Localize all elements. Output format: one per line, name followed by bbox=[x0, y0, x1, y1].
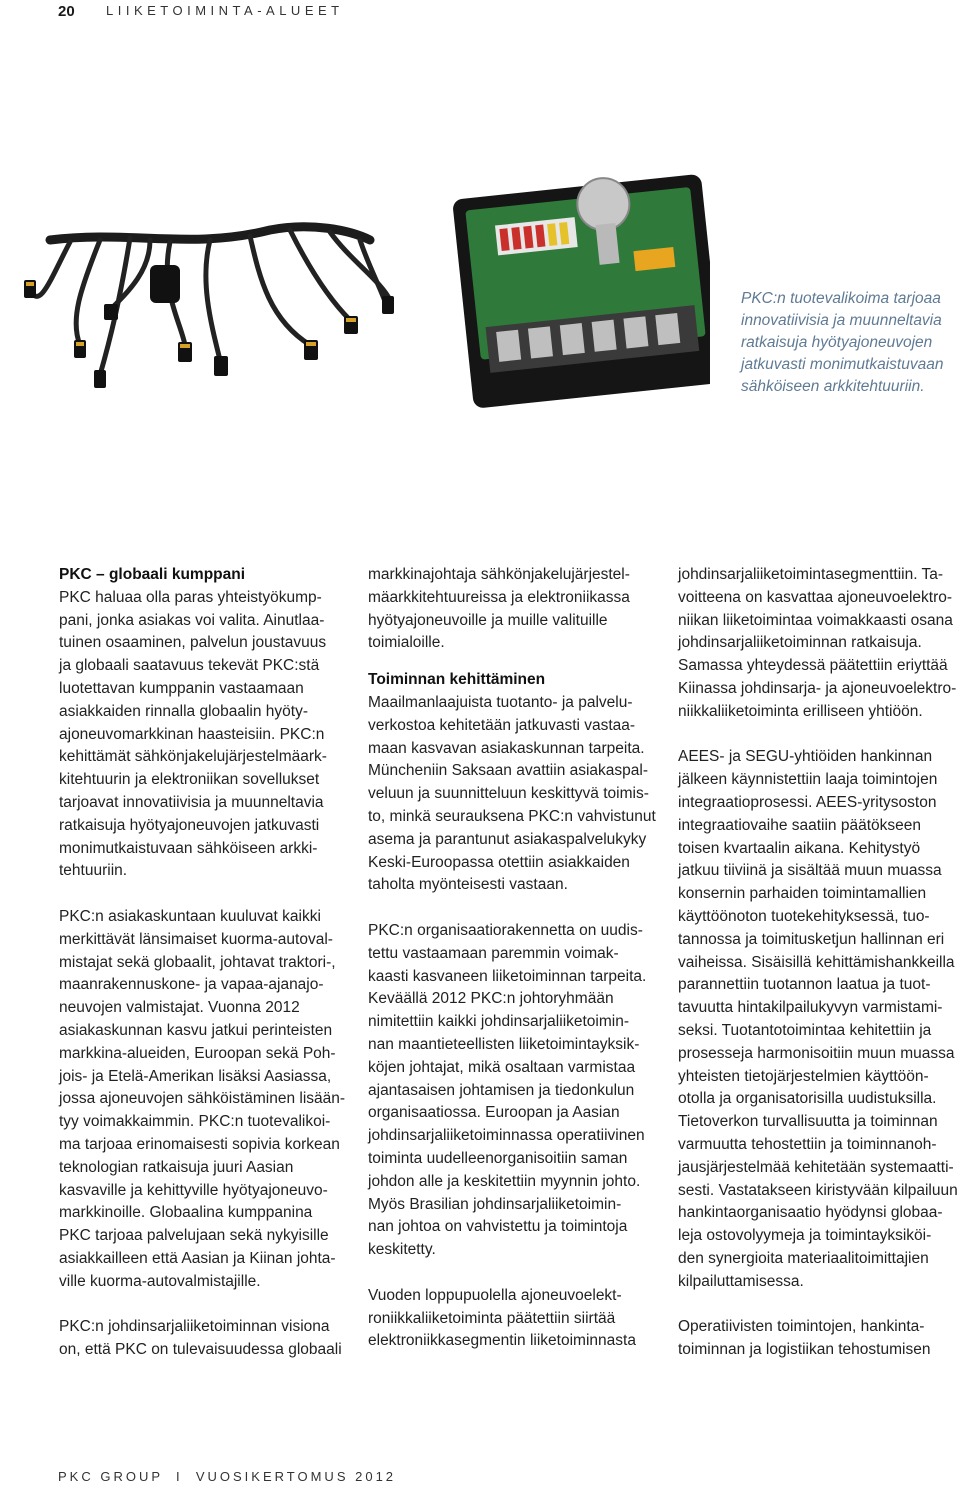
paragraph: PKC:n asiakaskuntaan kuuluvat kaikki merkittävät länsimaiset kuorma-autoval- mistajat sekä globaalit, johtavat traktori-, maanrakennuskone- ja vapaa-ajanajo- neuvojen valmistajat. Vuonna 2012 asiakaskunnan kasvu jatkui perinteisten markkina-alueiden, Euroopan sekä Poh- jois- ja Etelä-Amerikan lisäksi Aasiassa, jossa ajoneuvojen sähköistäminen lisään- tyy voimakkaimmin. PKC:n tuotevalikoi- ma tarjoaa erinomaisesti sopivia korkean teknologian ratkaisuja juuri Aasian kasvaville ja kehittyville hyötyajoneuvo- markkinoille. Globaalina kumppanina PKC tarjoaa palvelujaan sekä nykyisille asiakkailleen että Aasian ja Kiinan johta- ville kuorma-autovalmistajille. bbox=[59, 907, 346, 1290]
heading-business-development: Toiminnan kehittäminen bbox=[368, 671, 546, 689]
column-1 bbox=[59, 564, 349, 1385]
column-2 bbox=[368, 564, 660, 1376]
column-3 bbox=[678, 564, 960, 1385]
heading-global-partner: PKC – globaali kumppani bbox=[59, 566, 246, 583]
photo-caption: PKC:n tuotevalikoima tarjoaa innovatiivisia ja muunneltavia ratkaisuja hyötyajoneuvojen jatkuvasti monimutkaistuvaan sähköiseen arkkitehtuuriin. bbox=[741, 290, 944, 395]
page-header bbox=[0, 0, 960, 30]
section-label: LIIKETOIMINTA-ALUEET bbox=[106, 3, 344, 18]
paragraph: AEES- ja SEGU-yhtiöiden hankinnan jälkeen käynnistettiin laaja toimintojen integraatioprosessi. AEES-yritysoston integraatiovaihe saatiin päätökseen toisen kvartaalin aikana. Kehitystyö jatkuu tiiviinä ja sisältää muun muassa konsernin parhaiden toimintamallien käyttöönoton tuotekehityksessä, tuo- tannossa ja toimitusketjun hallinnan eri vaiheissa. Sisäisillä kehittämishankkeilla parannettiin tuotannon laatua ja tuot- tavuutta hintakilpailukyvyn varmistami- seksi. Tuotantotoimintaa kehitettiin ja prosesseja harmonisoitiin muun muassa yhteisten tietojärjestelmien käyttöön- otolla ja organisatorisilla uudistuksilla. Tietoverkon turvallisuutta ja toiminnan varmuutta tehostettiin ja toiminnanoh- jausjärjestelmää kehitetään systemaatti- sesti. Vastatakseen kiristyvään kilpailuun hankintaorganisaatio hyödynsi globaa- leja ostovolyymeja ja toimintayksiköi- den synergioita materiaalitoimittajien kilpailuttamisessa. bbox=[678, 748, 958, 1290]
paragraph: PKC:n johdinsarjaliiketoiminnan visiona on, että PKC on tulevaisuudessa globaali bbox=[59, 1318, 342, 1359]
paragraph: markkinajohtaja sähkönjakelujärjestel- mäarkkitehtuureissa ja elektroniikassa hyötyajoneuvoille ja muille valituille toimialoille. bbox=[368, 566, 630, 652]
paragraph: PKC haluaa olla paras yhteistyökump- pani, jonka asiakas voi valita. Ainutlaa- tuinen osaaminen, palvelun joustavuus ja globaali saatavuus tekevät PKC:stä luotettavan kumppanin vastaamaan asiakkaiden rinnalla globaalin hyöty- ajoneuvomarkkinan haasteisiin. PKC:n kehittämät sähkönjakelujärjestelmäark- kitehtuurin ja elektroniikan sovellukset tarjoavat innovatiivisia ja muunneltavia ratkaisuja hyötyajoneuvojen jatkuvasti monimutkaistuvaan sähköiseen arkki- tehtuuriin. bbox=[59, 588, 327, 880]
paragraph: johdinsarjaliiketoimintasegmenttiin. Ta- voitteena on kasvattaa ajoneuvoelektro- niikan liiketoimintaa voimakkaasti osana johdinsarjaliiketoiminnan ratkaisuja. Samassa yhteydessä päätettiin eriyttää Kiinassa johdinsarja- ja ajoneuvoelektro- niikkaliiketoiminta erilliseen yhtiöön. bbox=[678, 566, 957, 720]
paragraph: Maailmanlaajuista tuotanto- ja palvelu- verkostoa kehitetään jatkuvasti vastaa- maan kasvavan asiakaskunnan tarpeita. Müncheniin Saksaan avattiin asiakaspal- veluun ja suunnitteluun keskittyvä toimis- to, minkä seurauksena PKC:n vahvistunut asema ja parantunut asiakaspalvelukyky Keski-Euroopassa otettiin asiakkaiden taholta myönteisesti vastaan. bbox=[368, 693, 656, 894]
paragraph: Operatiivisten toimintojen, hankinta- toiminnan ja logistiikan tehostumisen bbox=[678, 1318, 931, 1359]
paragraph: PKC:n organisaatiorakennetta on uudis- tettu vastaamaan paremmin voimak- kaasti kasvaneen liiketoiminnan tarpeita. Keväällä 2012 PKC:n johtoryhmään nimitettiin kaikki johdinsarjaliiketoimin- nan maantieteellisten liiketoimintayksik- köjen johtajat, mikä osaltaan varmistaa ajantasaisen johtamisen ja tiedonkulun organisaatiossa. Euroopan ja Aasian johdinsarjaliiketoiminnassa operatiivinen toiminta uudelleenorganisoitiin saman johdon alle ja keskitettiin myynnin johto. Myös Brasilian johdinsarjaliiketoimin- nan johtoa on vahvistettu ja toimintoja keskitetty. bbox=[368, 921, 647, 1259]
page-number: 20 bbox=[58, 3, 75, 20]
product-photo bbox=[10, 170, 710, 420]
page-footer: PKC GROUP I VUOSIKERTOMUS 2012 bbox=[58, 1469, 397, 1484]
paragraph: Vuoden loppupuolella ajoneuvoelekt- roniikkaliiketoiminta päätettiin siirtää elektroniikkasegmentin liiketoiminnasta bbox=[368, 1286, 636, 1350]
wiring-harness-and-junction-box-illustration bbox=[10, 170, 710, 420]
